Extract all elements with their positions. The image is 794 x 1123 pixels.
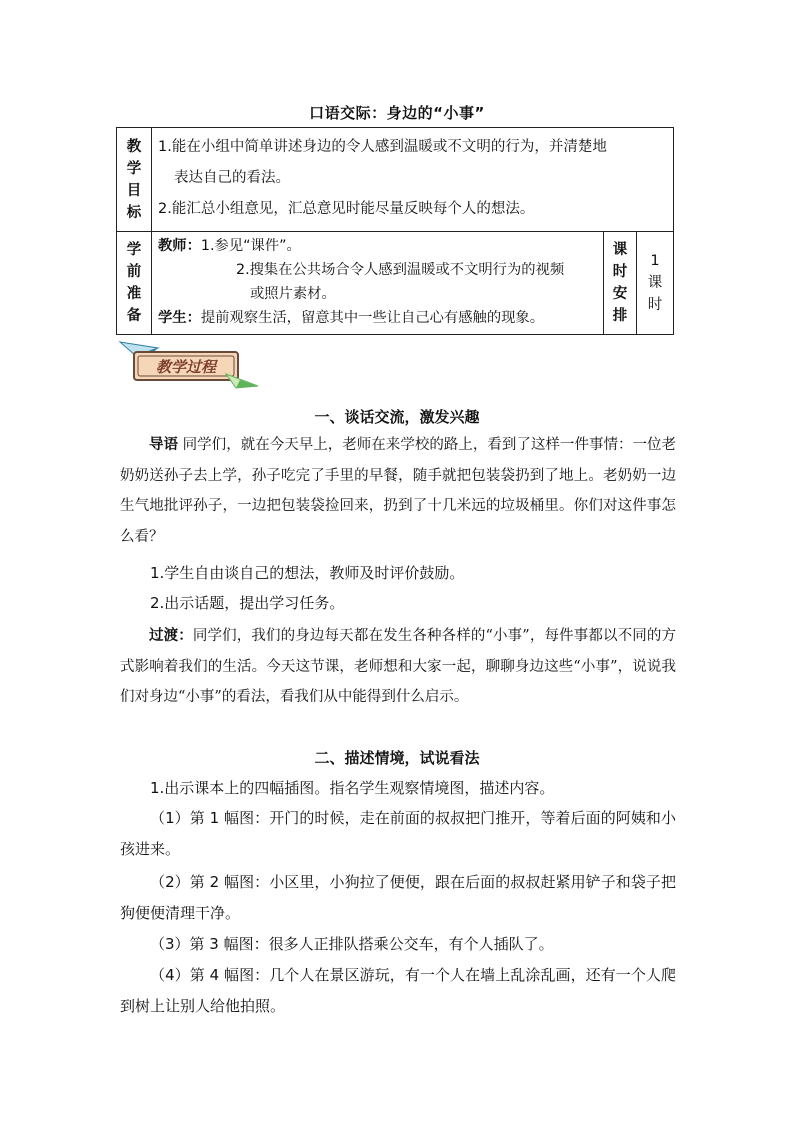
student-prep-line: 学生：提前观察生活，留意其中一些让自己心有感触的现象。	[158, 310, 545, 326]
picture-description: （3）第 3 幅图：很多人正排队搭乘公交车，有个人插队了。	[150, 935, 554, 953]
teacher-prep-line: 2.搜集在公共场合令人感到温暖或不文明行为的视频	[236, 262, 565, 278]
time-value: 1 课 时	[637, 232, 674, 335]
goals-row	[117, 128, 674, 232]
teacher-prep-line: 或照片素材。	[250, 286, 336, 302]
time-label: 课 时 安 排	[604, 232, 637, 335]
step-item: 1.出示课本上的四幅插图。指名学生观察情境图，描述内容。	[150, 779, 555, 797]
goals-label: 教 学 目 标	[117, 128, 152, 232]
picture-description: （2）第 2 幅图：小区里，小狗拉了便便，跟在后面的叔叔赶紧用铲子和袋子把狗便便清理干净。	[120, 873, 676, 922]
goal-line: 表达自己的看法。	[174, 170, 290, 186]
prep-row	[117, 232, 674, 335]
lesson-plan-table	[116, 127, 674, 335]
section-heading: 一、谈话交流，激发兴趣	[314, 408, 480, 426]
goal-line: 2.能汇总小组意见，汇总意见时能尽量反映每个人的想法。	[158, 201, 535, 217]
goal-line: 1.能在小组中简单讲述身边的令人感到温暖或不文明的行为，并清楚地	[158, 139, 607, 155]
teacher-prep-line: 教师：1.参见“课件”。	[158, 238, 301, 254]
transition-paragraph: 过渡：同学们，我们的身边每天都在发生各种各样的“小事”，每件事都以不同的方式影响着我们的生活。今天这节课，老师想和大家一起，聊聊身边这些“小事”，说说我们对身边“小事”的看法，看我们从中能得到什么启示。	[120, 627, 676, 705]
step-item: 2.出示话题，提出学习任务。	[150, 594, 345, 612]
banner-text: 教学过程	[155, 358, 217, 376]
picture-description: （1）第 1 幅图：开门的时候，走在前面的叔叔把门推开，等着后面的阿姨和小孩进来。	[120, 809, 676, 858]
teaching-process-banner	[118, 338, 260, 390]
section-heading: 二、描述情境，试说看法	[314, 749, 480, 767]
prep-content	[152, 232, 604, 335]
step-item: 1.学生自由谈自己的想法，教师及时评价鼓励。	[150, 564, 465, 582]
picture-description: （4）第 4 幅图：几个人在景区游玩，有一个人在墙上乱涂乱画，还有一个人爬到树上让别人给他拍照。	[120, 966, 676, 1015]
goals-content	[152, 128, 674, 232]
prep-label: 学 前 准 备	[117, 232, 152, 335]
intro-paragraph: 导语 同学们，就在今天早上，老师在来学校的路上，看到了这样一件事情：一位老奶奶送孙子去上学，孙子吃完了手里的早餐，随手就把包装袋扔到了地上。老奶奶一边生气地批评孙子，一边把包装袋捡回来，扔到了十几米远的垃圾桶里。你们对这件事怎么看？	[120, 436, 677, 545]
page-title: 口语交际：身边的“小事”	[309, 104, 485, 122]
